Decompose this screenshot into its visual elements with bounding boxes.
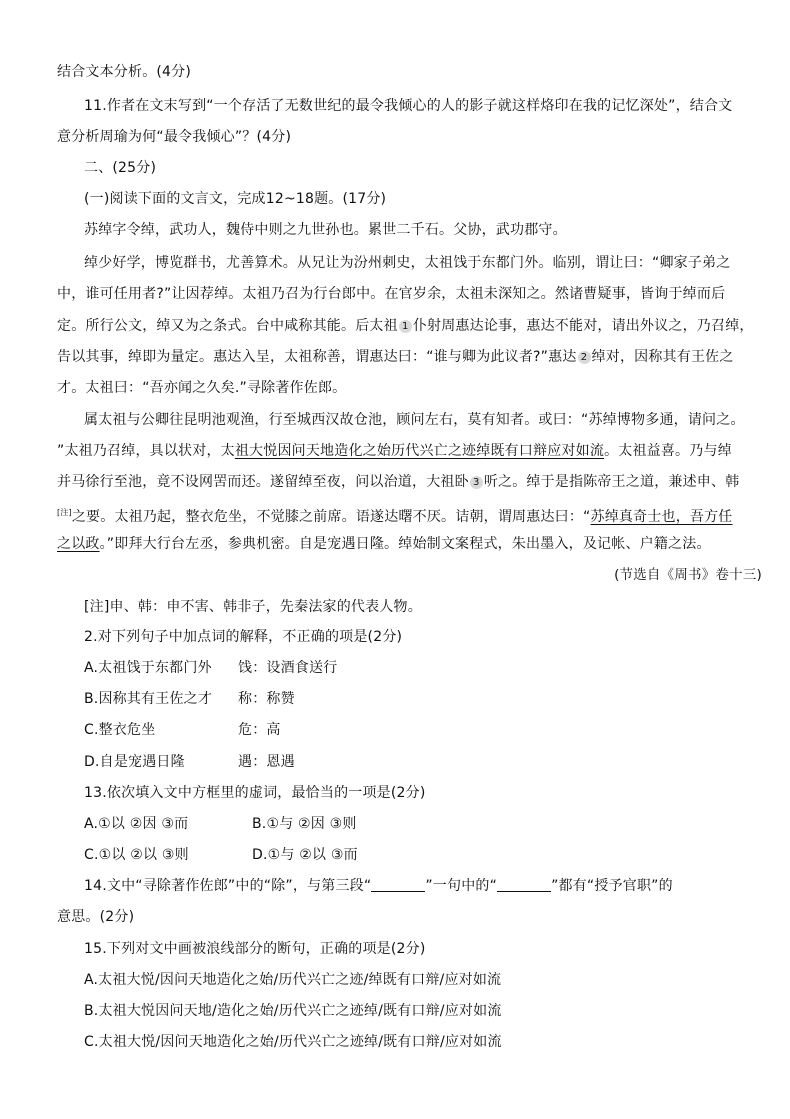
blank-box-1: 1 [399, 320, 412, 333]
answer-blank[interactable] [371, 877, 425, 892]
section-heading: 二、(25分) [84, 160, 157, 176]
passage-line: ”太祖乃召绰，具以状对，太祖大悦因问天地造化之始历代兴亡之迹绰既有口辩应对如流。太祖益喜。乃与绰 [57, 443, 732, 459]
passage-line: 并马徐行至池，竟不设网罟而还。遂留绰至夜，问以治道，大祖卧 3 听之。绰于是指陈帝王之道，兼述申、韩 [57, 474, 740, 490]
option-b: B.太祖大悦因问天地/造化之始/历代兴亡之迹绰/既有口辩/应对如流 [84, 1003, 502, 1019]
question-15: 15.下列对文中画被浪线部分的断句，正确的项是(2分) [84, 941, 426, 957]
question-11: 11.作者在文末写到“一个存活了无数世纪的最令我倾心的人的影子就这样烙印在我的记忆深处”，结合文 [84, 98, 733, 114]
passage-paragraph-1: 苏绰字令绰，武功人，魏侍中则之九世孙也。累世二千石。父协，武功郡守。 [84, 222, 567, 238]
option-b: B.①与 ②因 ③则 [252, 816, 357, 832]
option-c: C.整衣危坐 [84, 722, 156, 738]
underlined-sentence: 之以政 [57, 536, 100, 552]
option-d: D.自是宠遇日隆 [84, 754, 185, 770]
answer-blank[interactable] [497, 877, 551, 892]
underlined-sentence: 苏绰真奇士也，吾方任 [590, 509, 733, 525]
passage-line: 之以政。”即拜大行台左丞，参典机密。自是宠遇日隆。绰始制文案程式，朱出墨入，及记帐、户籍之法。 [57, 536, 711, 552]
passage-line: 定。所行公文，绰又为之条式。台中咸称其能。后太祖 1 仆射周惠达论事，惠达不能对，请出外议之，乃召绰， [57, 318, 754, 334]
option-c-explanation: 危：高 [238, 722, 281, 738]
passage-line: 中，谁可任用者?”让因荐绰。太祖乃召为行台郎中。在官岁余，太祖未深知之。然诸曹疑事，皆询于绰而后 [57, 286, 726, 302]
blank-box-3: 3 [470, 476, 483, 489]
option-a-explanation: 饯：设酒食送行 [238, 660, 338, 676]
blank-box-2: 2 [578, 351, 591, 364]
text-line: 结合文本分析。(4分) [57, 64, 192, 80]
passage-line: 才。太祖曰：“吾亦闻之久矣.”寻除著作佐郎。 [57, 380, 347, 396]
passage-line: [注]之要。太祖乃起，整衣危坐，不觉膝之前席。语遂达曙不厌。诘朝，谓周惠达曰：“苏绰真奇士也，吾方任 [57, 508, 733, 525]
question-13: 13.依次填入文中方框里的虚词，最恰当的一项是(2分) [84, 785, 426, 801]
question-12: 2.对下列句子中加点词的解释，不正确的项是(2分) [84, 629, 403, 645]
passage-line: 属太祖与公卿往昆明池观渔，行至城西汉故仓池，顾问左右，莫有知者。或曰：“苏绰博物多通，请问之。 [84, 412, 745, 428]
option-d: D.①与 ②以 ③而 [252, 847, 358, 863]
subsection-heading: (一)阅读下面的文言文，完成12~18题。(17分) [84, 191, 387, 207]
source-citation: (节选自《周书》卷十三) [614, 567, 762, 583]
text-line: 意分析周瑜为何“最令我倾心”？(4分) [57, 129, 292, 145]
text-line: 意思。(2分) [57, 909, 135, 925]
annotation: [注]申、韩：申不害、韩非子，先秦法家的代表人物。 [84, 599, 422, 615]
wavy-underlined-sentence: 祖大悦因问天地造化之始历代兴亡之迹绰既有口辩应对如流 [234, 443, 605, 459]
option-a: A.太祖大悦/因问天地造化之始/历代兴亡之迹/绰既有口辩/应对如流 [84, 972, 502, 988]
passage-line: 告以其事，绰即为量定。惠达入呈，太祖称善，谓惠达曰：“谁与卿为此议者?”惠达 2 绰对，因称其有王佐之 [57, 349, 734, 365]
note-marker: [注] [57, 508, 72, 517]
option-a: A.①以 ②因 ③而 [84, 816, 189, 832]
option-d-explanation: 遇：恩遇 [238, 754, 295, 770]
option-a: A.太祖饯于东都门外 [84, 660, 212, 676]
option-c: C.太祖大悦/因问天地造化之始/历代兴亡之迹绰/既有口辩/应对如流 [84, 1034, 502, 1050]
option-c: C.①以 ②以 ③则 [84, 847, 189, 863]
option-b: B.因称其有王佐之才 [84, 691, 213, 707]
question-14: 14.文中“寻除著作佐郎”中的“除”，与第三段“ ”一句中的“ ”都有“授予官职”的 [84, 878, 673, 894]
option-b-explanation: 称：称赞 [238, 691, 295, 707]
passage-line: 绰少好学，博览群书，尤善算术。从兄让为汾州刺史，太祖饯于东都门外。临别，谓让曰：“卿家子弟之 [84, 255, 731, 271]
